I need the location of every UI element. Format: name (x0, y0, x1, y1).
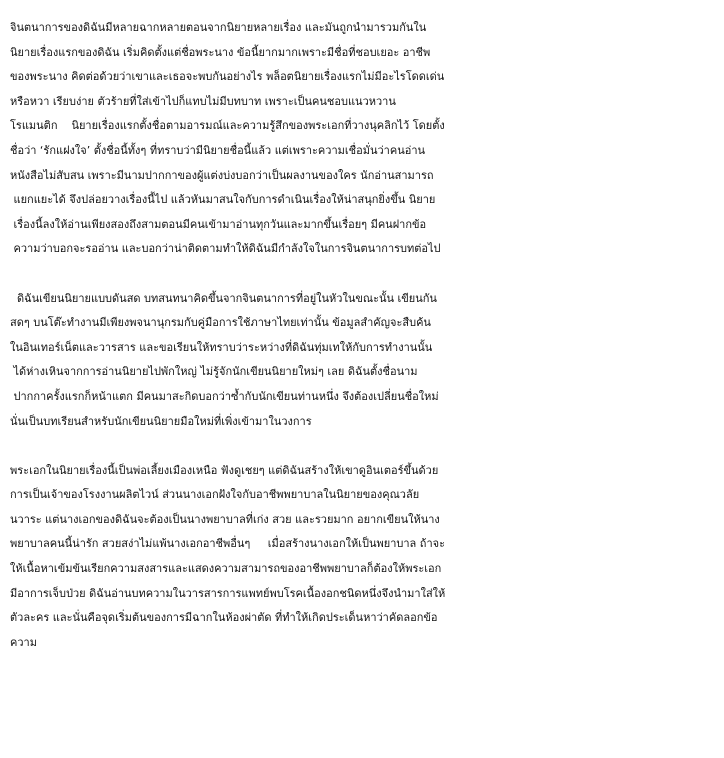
text-line: ได้ห่างเหินจากการอ่านนิยายไปพักใหญ่ ไม่รู้จักนักเขียนนิยายใหม่ๆ เลย ดิฉันตั้งชื่อนาม (10, 365, 418, 379)
text-line: ของพระนาง คิดต่อด้วยว่าเขาและเธอจะพบกันอย่างไร พล็อตนิยายเรื่องแรกไม่มีอะไรโดดเด่น (10, 70, 445, 84)
text-line: หรือหวา เรียบง่าย ตัวร้ายที่ใส่เข้าไปก็แทบไม่มีบทบาท เพราะเป็นคนชอบแนวหวาน (10, 94, 396, 108)
text-line: เรื่องนี้ลงให้อ่านเพียงสองถึงสามตอนมีคนเข้ามาอ่านทุกวันและมากขึ้นเรื่อยๆ มีคนฝากข้อ (10, 217, 427, 231)
text-line: การเป็นเจ้าของโรงงานผลิตไวน์ ส่วนนางเอกฝังใจกับอาชีพพยาบาลในนิยายของคุณวลัย (10, 488, 420, 502)
text-line: ตัวละคร และนั่นคือจุดเริ่มต้นของการมีฉากในห้องผ่าตัด ที่ทำให้เกิดประเด็นหาว่าคัดลอกข้อ (10, 611, 438, 625)
text-line: ชื่อว่า ‘รักแฝงใจ’ ตั้งชื่อนี้ทั้งๆ ที่ทราบว่ามีนิยายชื่อนี้แล้ว แต่เพราะความเชื่อมั่นว่าคนอ่าน (10, 143, 426, 157)
text-line: ให้เนื้อหาเข้มข้นเรียกความสงสารและแสดงความสามารถของอาชีพพยาบาลก็ต้องให้พระเอก (10, 562, 442, 576)
paragraph-1 (10, 16, 722, 262)
text-line: ความว่าบอกจะรออ่าน และบอกว่าน่าติดตามทำให้ดิฉันมีกำลังใจในการจินตนาการบทต่อไป (10, 242, 441, 256)
text-line: ในอินเทอร์เน็ตและวารสาร และขอเรียนให้ทราบว่าระหว่างที่ดิฉันทุ่มเทให้กับการทำงานนั้น (10, 340, 433, 354)
text-line: ปากกาครั้งแรกก็หน้าแตก มีคนมาสะกิดบอกว่าซ้ำกับนักเขียนท่านหนึ่ง จึงต้องเปลี่ยนชื่อใหม่ (10, 389, 439, 403)
text-line: ความ (10, 635, 37, 649)
text-line: แยกแยะได้ จึงปล่อยวางเรื่องนี้ไป แล้วหันมาสนใจกับการดำเนินเรื่องให้น่าสนุกยิ่งขึ้น นิยาย (10, 193, 436, 207)
text-line: จินตนาการของดิฉันมีหลายฉากหลายตอนจากนิยายหลายเรื่อง และมันถูกนำมารวมกันใน (10, 21, 427, 34)
paragraph-3 (10, 459, 722, 656)
text-line: หนังสือไม่สับสน เพราะมีนามปากกาของผู้แต่งบ่งบอกว่าเป็นผลงานของใคร นักอ่านสามารถ (10, 168, 434, 182)
text-line: มีอาการเจ็บป่วย ดิฉันอ่านบทความในวารสารการแพทย์พบโรคเนื้องอกชนิดหนึ่งจึงนำมาใส่ให้ (10, 586, 446, 600)
text-line: โรแมนติก นิยายเรื่องแรกตั้งชื่อตามอารมณ์และความรู้สึกของพระเอกที่วางนุคลิกไว้ โดยตั้ง (10, 119, 445, 133)
text-line: ดิฉันเขียนนิยายแบบดันสด บทสนทนาคิดขึ้นจากจินตนาการที่อยู่ในหัวในขณะนั้น เขียนกัน (10, 291, 437, 305)
text-line: พระเอกในนิยายเรื่องนี้เป็นพ่อเลี้ยงเมืองเหนือ ฟังดูเชยๆ แต่ดิฉันสร้างให้เขาดูอินเตอร์ขึ้นด้วย (10, 463, 439, 477)
paragraph-spacer (10, 262, 722, 287)
text-line: นวาระ แต่นางเอกของดิฉันจะต้องเป็นนางพยาบาลที่เก่ง สวย และรวยมาก อยากเขียนให้นาง (10, 512, 440, 526)
text-line: นิยายเรื่องแรกของดิฉัน เริ่มคิดตั้งแต่ชื่อพระนาง ข้อนี้ยากมากเพราะมีชื่อที่ชอบเยอะ อาชีพ (10, 45, 431, 59)
paragraph-spacer (10, 434, 722, 459)
text-line: พยาบาลคนนี้น่ารัก สวยสง่าไม่แพ้นางเอกอาชีพอื่นๆ เมื่อสร้างนางเอกให้เป็นพยาบาล ถ้าจะ (10, 537, 445, 551)
document-body (10, 16, 722, 655)
paragraph-2 (10, 287, 722, 435)
text-line: นั่นเป็นบทเรียนสำหรับนักเขียนนิยายมือใหม่ที่เพิ่งเข้ามาในวงการ (10, 414, 312, 428)
text-line: สดๆ บนโต๊ะทำงานมีเพียงพจนานุกรมกับคู่มือการใช้ภาษาไทยเท่านั้น ข้อมูลสำคัญจะสืบค้น (10, 316, 431, 330)
